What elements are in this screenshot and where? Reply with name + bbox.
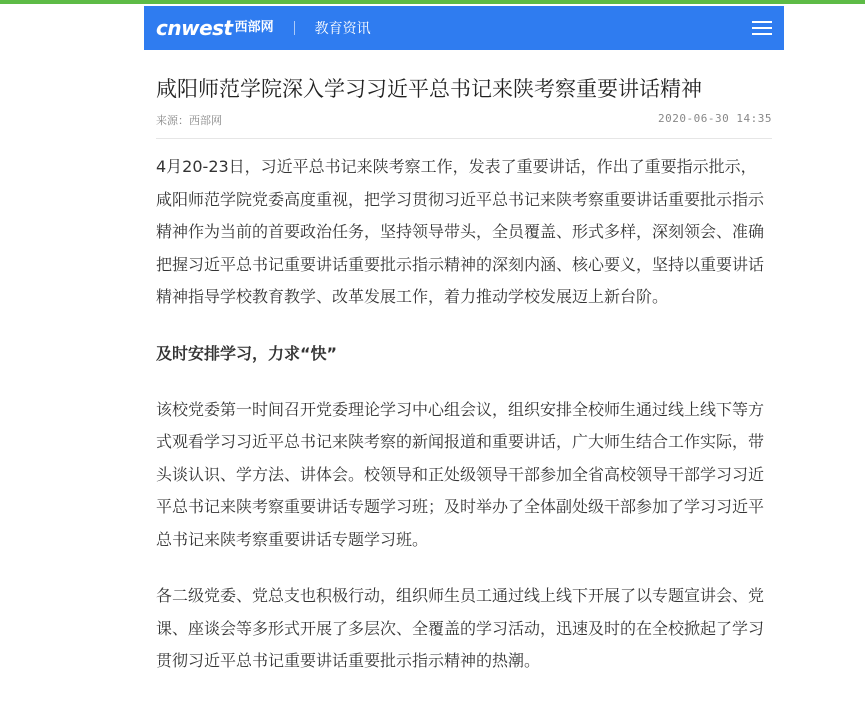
article-paragraph: 各二级党委、党总支也积极行动，组织师生员工通过线上线下开展了以专题宣讲会、党课、座谈会等多形式开展了多层次、全覆盖的学习活动，迅速及时的在全校掀起了学习贯彻习近平总书记重要讲话重要批示指示精神的热潮。 (156, 586, 765, 670)
article-source: 来源：西部网 (156, 114, 222, 127)
article-content (156, 151, 772, 678)
article-meta (156, 112, 772, 139)
article-paragraph: 该校党委第一时间召开党委理论学习中心组会议，组织安排全校师生通过线上线下等方式观看学习习近平总书记来陕考察的新闻报道和重要讲话，广大师生结合工作实际，带头谈认识、学方法、讲体会。校领导和正处级领导干部参加全省高校领导干部学习习近平总书记来陕考察重要讲话专题学习班；及时举办了全体副处级干部参加了学习习近平总书记来陕考察重要讲话专题学习班。 (156, 399, 765, 549)
article-title: 咸阳师范学院深入学习习近平总书记来陕考察重要讲话精神 (156, 77, 702, 101)
channel-name[interactable]: 教育资讯 (314, 21, 371, 37)
article (156, 56, 772, 702)
top-accent-line (0, 0, 865, 4)
section-heading: 及时安排学习，力求“快” (156, 343, 338, 363)
logo-english: cnwest (156, 16, 233, 40)
site-logo[interactable] (156, 6, 274, 50)
logo-chinese: 西部网 (234, 20, 274, 35)
header-divider (294, 21, 295, 35)
menu-bar (752, 21, 772, 23)
site-header (144, 6, 784, 50)
menu-bar (752, 33, 772, 35)
menu-bar (752, 27, 772, 29)
article-date: 2020-06-30 14:35 (658, 112, 772, 125)
hamburger-menu-icon[interactable] (752, 17, 772, 39)
article-paragraph: 4月20-23日，习近平总书记来陕考察工作，发表了重要讲话，作出了重要指示批示，咸阳师范学院党委高度重视，把学习贯彻习近平总书记来陕考察重要讲话重要批示指示精神作为当前的首要政治任务，坚持领导带头，全员覆盖、形式多样，深刻领会、准确把握习近平总书记重要讲话重要批示指示精神的深刻内涵、核心要义，坚持以重要讲话精神指导学校教育教学、改革发展工作，着力推动学校发展迈上新台阶。 (156, 157, 765, 306)
